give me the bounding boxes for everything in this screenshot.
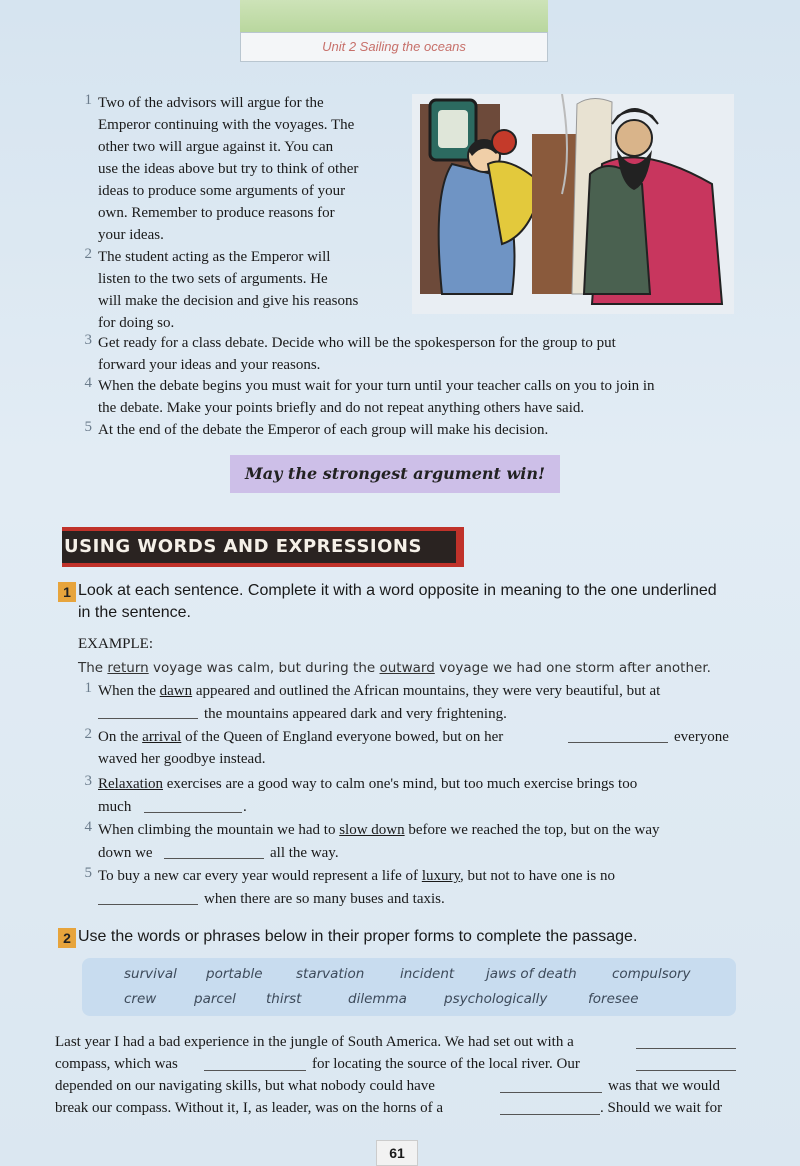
word-bank-item: survival <box>124 966 177 982</box>
task-instruction: Look at each sentence. Complete it with a word opposite in meaning to the one underlined <box>78 582 717 599</box>
page-number: 61 <box>376 1140 418 1166</box>
step-number: 4 <box>84 375 92 391</box>
word-bank-item: starvation <box>296 966 365 982</box>
step-text-line: your ideas. <box>98 227 164 243</box>
word-bank-item: jaws of death <box>486 966 577 982</box>
task-number-badge: 1 <box>58 582 76 602</box>
step-text-line: the debate. Make your points briefly and do not repeat anything others have said. <box>98 400 585 416</box>
word-bank <box>82 958 736 1016</box>
emperor-illustration <box>412 94 734 314</box>
step-text-line: listen to the two sets of arguments. He <box>98 271 328 287</box>
answer-blank[interactable] <box>568 728 668 743</box>
word-bank-item: psychologically <box>444 991 548 1007</box>
step-text-line: own. Remember to produce reasons for <box>98 205 335 221</box>
step-text-line: will make the decision and give his reasons <box>98 293 359 309</box>
step-text-line: forward your ideas and your reasons. <box>98 357 321 373</box>
answer-blank[interactable] <box>98 704 198 719</box>
word-bank-item: thirst <box>266 991 302 1007</box>
step-number: 1 <box>84 92 92 108</box>
step-text-line: other two will argue against it. You can <box>98 139 334 155</box>
answer-blank[interactable] <box>144 798 242 813</box>
passage-line: compass, which was <box>55 1056 178 1072</box>
answer-blank[interactable] <box>164 844 264 859</box>
header-banner <box>240 0 548 32</box>
answer-blank[interactable] <box>636 1034 736 1049</box>
word-bank-item: foresee <box>588 991 639 1007</box>
task-instruction: Use the words or phrases below in their proper forms to complete the passage. <box>78 928 638 945</box>
step-text-line: Two of the advisors will argue for the <box>98 95 324 111</box>
word-bank-item: parcel <box>194 991 236 1007</box>
task-number-badge: 2 <box>58 928 76 948</box>
step-text-line: ideas to produce some arguments of your <box>98 183 346 199</box>
passage-line: Last year I had a bad experience in the jungle of South America. We had set out with a <box>55 1034 574 1050</box>
word-bank-item: portable <box>206 966 263 982</box>
step-text-line: Emperor continuing with the voyages. The <box>98 117 355 133</box>
unit-label: Unit 2 Sailing the oceans <box>240 32 548 62</box>
step-number: 5 <box>84 419 92 435</box>
step-text-line: At the end of the debate the Emperor of each group will make his decision. <box>98 422 549 438</box>
passage-line: for locating the source of the local river. Our <box>312 1056 580 1072</box>
passage-line: break our compass. Without it, I, as leader, was on the horns of a <box>55 1100 444 1116</box>
step-text-line: When the debate begins you must wait for your turn until your teacher calls on you to join in <box>98 378 655 394</box>
step-text-line: use the ideas above but try to think of other <box>98 161 359 177</box>
section-header <box>62 527 464 567</box>
example-sentence: The return voyage was calm, but during the outward voyage we had one storm after another. <box>78 660 711 676</box>
answer-blank[interactable] <box>636 1056 736 1071</box>
slogan-banner: May the strongest argument win! <box>230 455 560 493</box>
word-bank-item: crew <box>124 991 157 1007</box>
answer-blank[interactable] <box>204 1056 306 1071</box>
answer-blank[interactable] <box>500 1100 600 1115</box>
word-bank-item: incident <box>400 966 455 982</box>
example-label: EXAMPLE: <box>78 636 153 652</box>
passage-line: was that we would <box>608 1078 721 1094</box>
step-text-line: for doing so. <box>98 315 175 331</box>
task-instruction: in the sentence. <box>78 604 191 621</box>
word-bank-item: dilemma <box>348 991 407 1007</box>
answer-blank[interactable] <box>98 890 198 905</box>
passage-line: depended on our navigating skills, but what nobody could have <box>55 1078 435 1094</box>
step-text-line: Get ready for a class debate. Decide who will be the spokesperson for the group to put <box>98 335 616 351</box>
section-title: USING WORDS AND EXPRESSIONS <box>62 531 456 563</box>
answer-blank[interactable] <box>500 1078 602 1093</box>
step-number: 2 <box>84 246 92 262</box>
step-number: 3 <box>84 332 92 348</box>
passage-line: . Should we wait for <box>600 1100 723 1116</box>
step-text-line: The student acting as the Emperor will <box>98 249 331 265</box>
word-bank-item: compulsory <box>612 966 691 982</box>
